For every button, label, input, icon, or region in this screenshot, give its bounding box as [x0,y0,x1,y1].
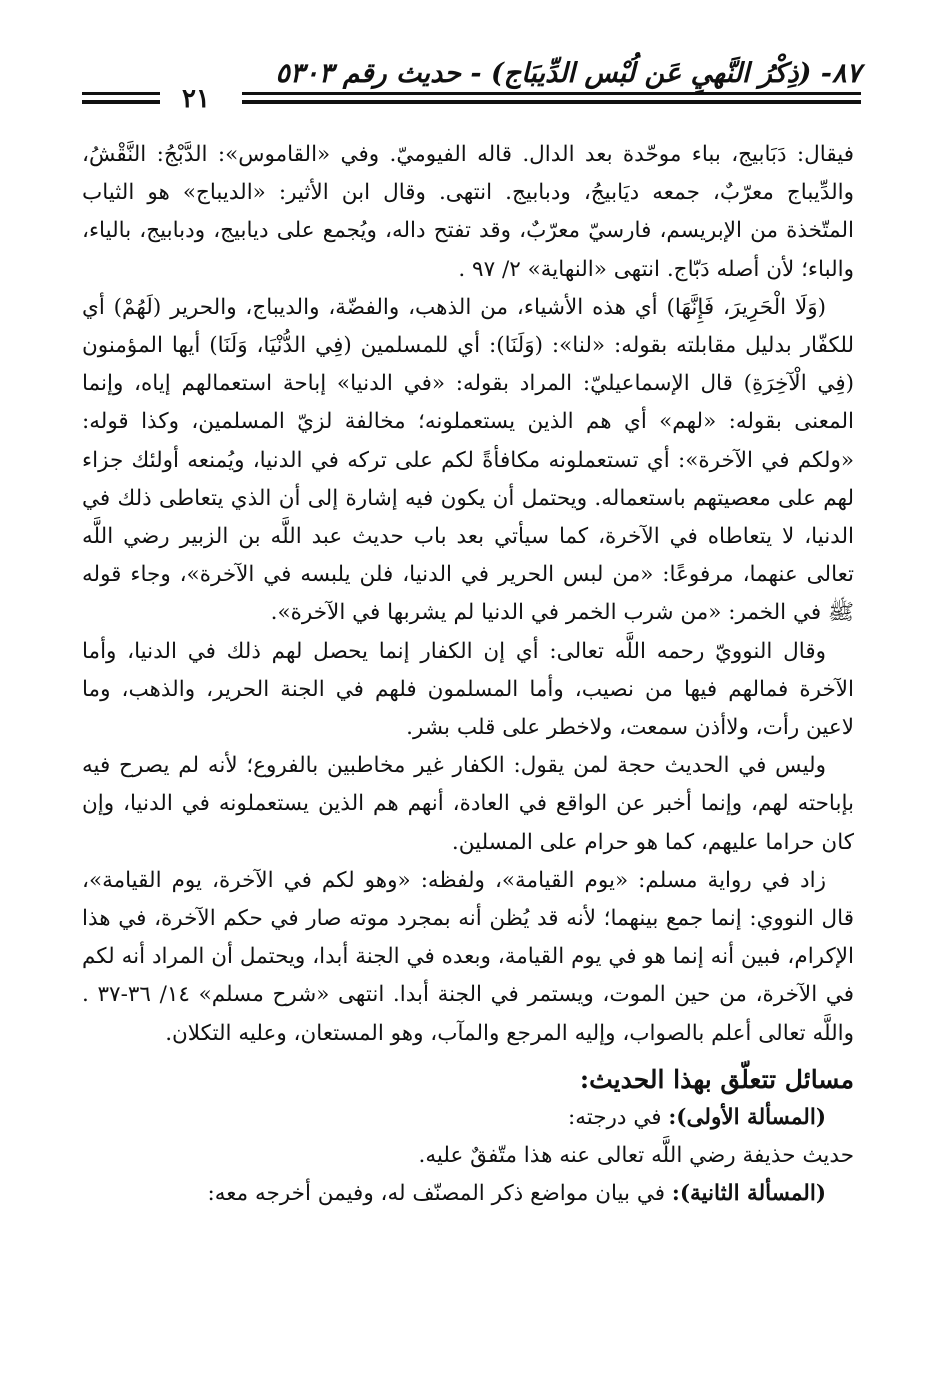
paragraph: وقال النوويّ رحمه اللَّه تعالى: أي إن الكفار إنما يحصل لهم ذلك في الدنيا، وأما الآخرة فمالهم فيها من نصيب، وأما المسلمون فلهم في الجنة الحرير، والذهب، وما لاعين رأت، ولاأذن سمعت، ولاخطر على قلب بشر. [82,638,854,741]
issue-label: (المسألة الثانية): [671,1181,826,1207]
issue-text: في بيان مواضع ذكر المصنّف له، وفيمن أخرجه معه: [207,1181,672,1207]
issue-line [82,1175,854,1213]
running-title: ٨٧- (ذِكْرُ النَّهيِ عَن لُبْس الدِّيبَاج) - حديث رقم ٥٣٠٣ [275,58,861,89]
issue-text: حديث حذيفة رضي اللَّه تعالى عنه هذا متّفقٌ عليه. [418,1143,854,1169]
paragraph: فيقال: دَبَابيج، بباء موحّدة بعد الدال. قاله الفيوميّ. وفي «القاموس»: الدَّبْجُ: النَّقْشُ، والدِّيباج معرّبٌ، جمعه ديَابيجُ، ودبابيج. انتهى. وقال ابن الأثير: «الديباج» هو الثياب المتّخذة من الإبريسم، فارسيّ معرّبٌ، وقد تفتح داله، ويُجمع على ديابيج، ودبابيج، بالياء، والباء؛ لأن أصله دَبّاج. انتهى «النهاية» ٢/ ٩٧ . [82,142,854,282]
issue-line [82,1137,854,1175]
header-double-rule-short [82,92,160,104]
issue-line [82,1099,854,1137]
issue-label: (المسألة الأولى): [668,1105,826,1131]
page-body [82,136,854,1214]
paragraph: زاد في رواية مسلم: «يوم القيامة»، ولفظه: «وهو لكم في الآخرة، يوم القيامة»، قال النووي: إنما جمع بينهما؛ لأنه قد يُظن أنه بمجرد موته صار في حكم الآخرة، في هذا الإكرام، فبين أنه إنما هو في يوم القيامة، وبعده في الجنة أبدا، ويحتمل أن المراد أنه لكم في الآخرة، من حين الموت، ويستمر في الجنة أبدا. انتهى «شرح مسلم» ١٤/ ٣٦-٣٧ . واللَّه تعالى أعلم بالصواب، وإليه المرجع والمآب، وهو المستعان، وعليه التكلان. [82,867,854,1046]
header-double-rule [242,92,861,104]
page-header [82,58,861,114]
paragraph: (وَلَا الْحَرِيرَ، فَإِنَّهَا) أي هذه الأشياء، من الذهب، والفضّة، والديباج، والحرير (لَهُمْ) أي للكفّار بدليل مقابلته بقوله: «لنا»: (وَلَنَا): أي للمسلمين (فِي الدُّنْيَا، وَلَنَا) أيها المؤمنون (فِي الْآخِرَةِ) قال الإسماعيليّ: المراد بقوله: «في الدنيا» إباحة استعمالهم إياه، وإنما المعنى بقوله: «لهم» أي هم الذين يستعملونه؛ مخالفة لزيّ المسلمين، وكذا قوله: «ولكم في الآخرة»: أي تستعملونه مكافأةً لكم على تركه في الدنيا، ويُمنعه أولئك جزاء لهم على معصيتهم باستعماله. ويحتمل أن يكون فيه إشارة إلى أن الذي يتعاطى ذلك في الدنيا، لا يتعاطاه في الآخرة، كما سيأتي بعد باب حديث عبد اللَّه بن الزبير رضي اللَّه تعالى عنهما، مرفوعًا: «من لبس الحرير في الدنيا، فلن يلبسه في الآخرة»، وجاء قوله ﷺ في الخمر: «من شرب الخمر في الدنيا لم يشربها في الآخرة». [82,294,854,626]
page-number: ٢١ [182,84,210,114]
issue-text: في درجته: [568,1105,669,1131]
paragraph: وليس في الحديث حجة لمن يقول: الكفار غير مخاطبين بالفروع؛ لأنه لم يصرح فيه بإباحته لهم، وإنما أخبر عن الواقع في العادة، أنهم هم الذين يستعملونه في الدنيا، وإن كان حراما عليهم، كما هو حرام على المسلين. [82,753,854,855]
section-heading: مسائل تتعلّق بهذا الحديث: [579,1064,854,1094]
